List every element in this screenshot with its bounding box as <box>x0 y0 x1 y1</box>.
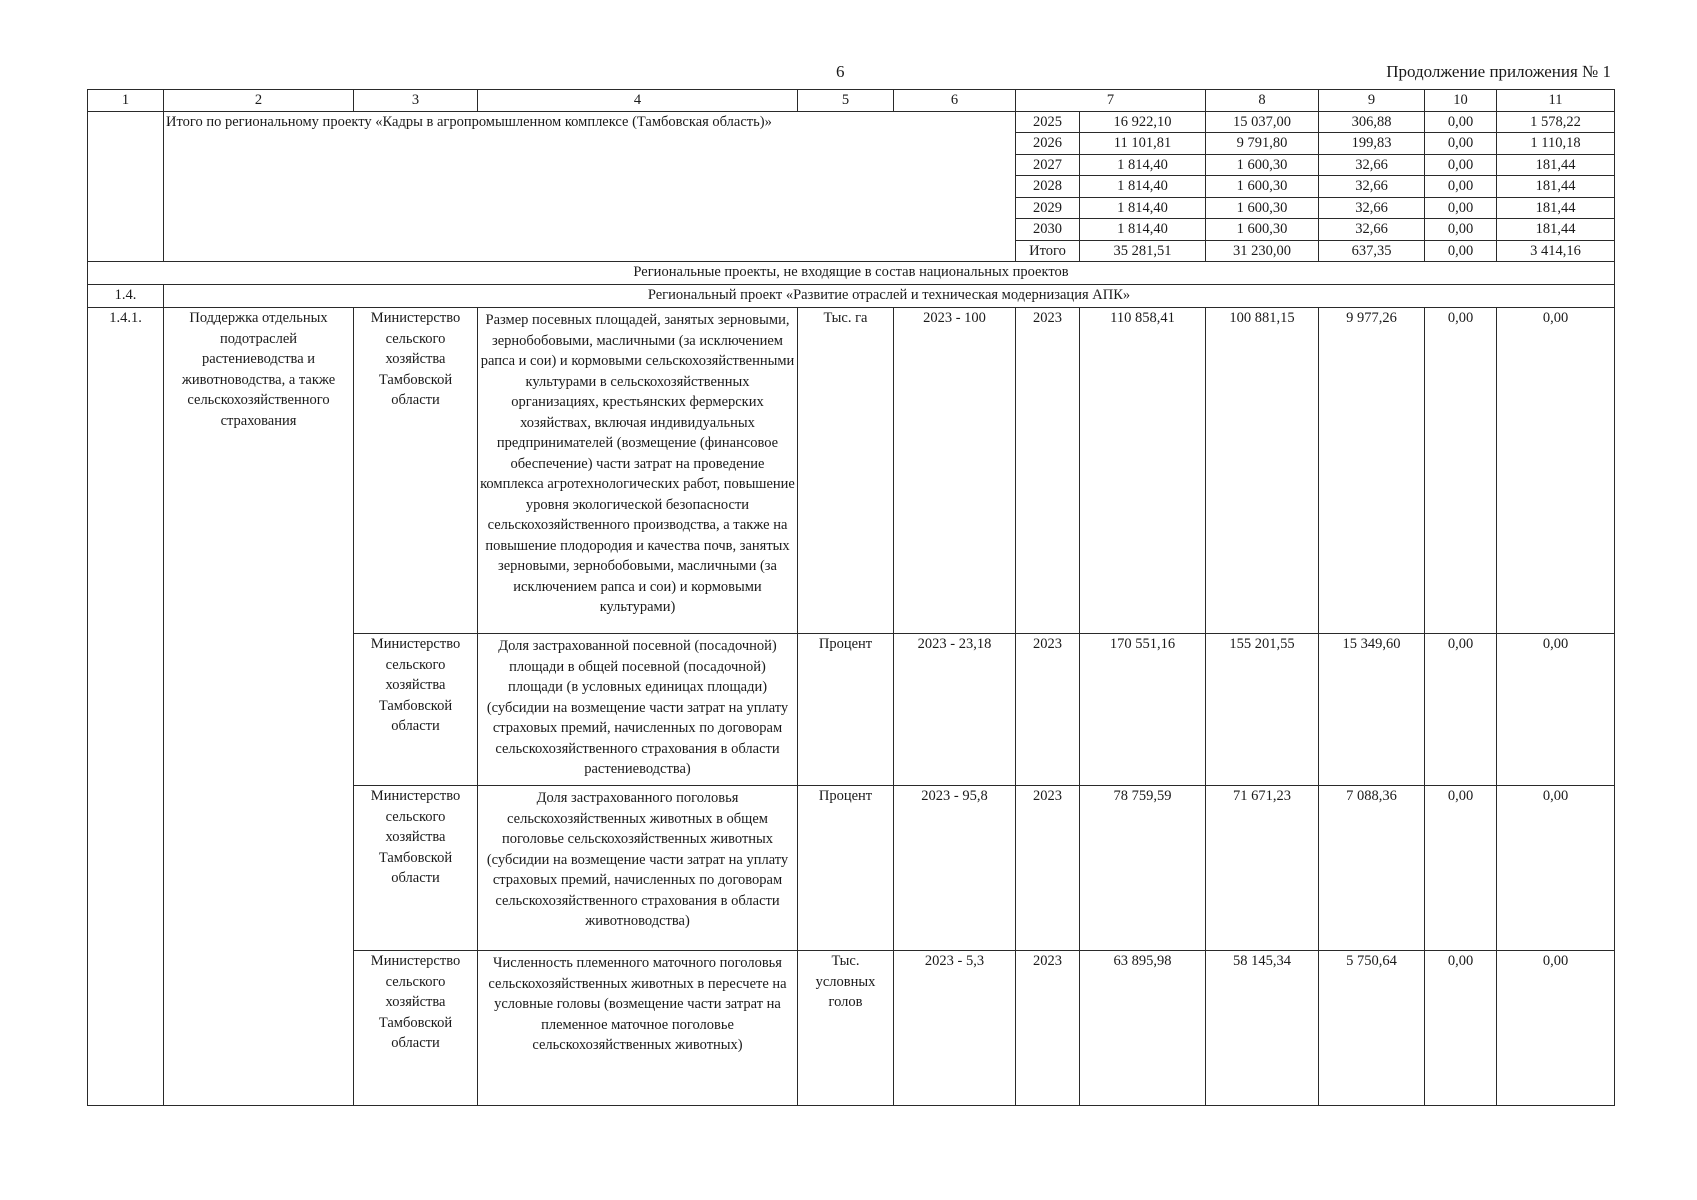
year: 2023 <box>1016 634 1080 786</box>
summary-total: 16 922,10 <box>1080 111 1206 133</box>
year: 2023 <box>1016 786 1080 951</box>
summary-federal: 1 600,30 <box>1206 197 1319 219</box>
amount-total: 63 895,98 <box>1080 951 1206 1106</box>
subsection-number: 1.4. <box>88 285 164 308</box>
summary-total: 11 101,81 <box>1080 133 1206 155</box>
section-title: Региональные проекты, не входящие в состав национальных проектов <box>88 262 1615 285</box>
summary-blank <box>88 111 164 262</box>
column-number: 8 <box>1206 90 1319 112</box>
amount-regional: 15 349,60 <box>1319 634 1425 786</box>
amount-local: 0,00 <box>1425 308 1497 634</box>
indicator-row <box>88 308 1615 634</box>
summary-other: 181,44 <box>1497 154 1615 176</box>
summary-total: 1 814,40 <box>1080 219 1206 241</box>
amount-other: 0,00 <box>1497 634 1615 786</box>
amount-other: 0,00 <box>1497 308 1615 634</box>
amount-federal: 100 881,15 <box>1206 308 1319 634</box>
summary-other: 181,44 <box>1497 197 1615 219</box>
summary-federal: 1 600,30 <box>1206 176 1319 198</box>
target-value: 2023 - 95,8 <box>894 786 1016 951</box>
summary-total: 35 281,51 <box>1080 240 1206 262</box>
indicator-text: Численность племенного маточного поголовья сельскохозяйственных животных в пересчете на условные головы (возмещение части затрат на племенное маточное поголовье сельскохозяйственных животных) <box>478 951 798 1106</box>
column-number: 2 <box>164 90 354 112</box>
summary-year: 2030 <box>1016 219 1080 241</box>
amount-regional: 7 088,36 <box>1319 786 1425 951</box>
item-number: 1.4.1. <box>88 308 164 1106</box>
summary-local: 0,00 <box>1425 154 1497 176</box>
column-number: 5 <box>798 90 894 112</box>
summary-label: Итого по региональному проекту «Кадры в агропромышленном комплексе (Тамбовская область)» <box>164 111 1016 262</box>
summary-federal: 15 037,00 <box>1206 111 1319 133</box>
summary-other: 1 578,22 <box>1497 111 1615 133</box>
summary-total: 1 814,40 <box>1080 197 1206 219</box>
summary-local: 0,00 <box>1425 176 1497 198</box>
target-value: 2023 - 23,18 <box>894 634 1016 786</box>
amount-federal: 58 145,34 <box>1206 951 1319 1106</box>
summary-regional: 199,83 <box>1319 133 1425 155</box>
summary-year: 2027 <box>1016 154 1080 176</box>
subsection-title: Региональный проект «Развитие отраслей и техническая модернизация АПК» <box>164 285 1615 308</box>
amount-other: 0,00 <box>1497 786 1615 951</box>
amount-regional: 9 977,26 <box>1319 308 1425 634</box>
summary-local: 0,00 <box>1425 197 1497 219</box>
continuation-title: Продолжение приложения № 1 <box>1386 62 1611 81</box>
budget-table <box>87 89 1615 1106</box>
column-number: 11 <box>1497 90 1615 112</box>
target-value: 2023 - 5,3 <box>894 951 1016 1106</box>
amount-federal: 71 671,23 <box>1206 786 1319 951</box>
summary-regional: 32,66 <box>1319 154 1425 176</box>
summary-other: 181,44 <box>1497 219 1615 241</box>
column-number: 7 <box>1016 90 1206 112</box>
summary-year: 2029 <box>1016 197 1080 219</box>
amount-local: 0,00 <box>1425 786 1497 951</box>
summary-regional: 306,88 <box>1319 111 1425 133</box>
summary-federal: 9 791,80 <box>1206 133 1319 155</box>
amount-total: 110 858,41 <box>1080 308 1206 634</box>
amount-regional: 5 750,64 <box>1319 951 1425 1106</box>
page-number: 6 <box>836 62 845 81</box>
column-number: 4 <box>478 90 798 112</box>
year: 2023 <box>1016 951 1080 1106</box>
indicator-text: Доля застрахованной посевной (посадочной) площади в общей посевной (посадочной) площади (в условных единицах площади) (субсидии на возмещение части затрат на уплату страховых премий, начисленных по договорам сельскохозяйственного страхования в области растениеводства) <box>478 634 798 786</box>
executor: Министерство сельского хозяйства Тамбовской области <box>354 786 478 951</box>
amount-total: 78 759,59 <box>1080 786 1206 951</box>
summary-local: 0,00 <box>1425 240 1497 262</box>
summary-federal: 1 600,30 <box>1206 219 1319 241</box>
summary-regional: 32,66 <box>1319 197 1425 219</box>
summary-other: 3 414,16 <box>1497 240 1615 262</box>
executor: Министерство сельского хозяйства Тамбовской области <box>354 634 478 786</box>
summary-total: 1 814,40 <box>1080 176 1206 198</box>
summary-year: 2026 <box>1016 133 1080 155</box>
column-number: 10 <box>1425 90 1497 112</box>
summary-local: 0,00 <box>1425 111 1497 133</box>
column-number-row <box>88 90 1615 112</box>
item-name: Поддержка отдельных подотраслей растениеводства и животноводства, а также сельскохозяйственного страхования <box>164 308 354 1106</box>
summary-other: 1 110,18 <box>1497 133 1615 155</box>
summary-year: Итого <box>1016 240 1080 262</box>
executor: Министерство сельского хозяйства Тамбовской области <box>354 308 478 634</box>
subsection-row <box>88 285 1615 308</box>
unit: Процент <box>798 634 894 786</box>
amount-local: 0,00 <box>1425 951 1497 1106</box>
unit: Процент <box>798 786 894 951</box>
executor: Министерство сельского хозяйства Тамбовской области <box>354 951 478 1106</box>
amount-local: 0,00 <box>1425 634 1497 786</box>
unit: Тыс. га <box>798 308 894 634</box>
summary-row <box>88 111 1615 133</box>
section-row <box>88 262 1615 285</box>
target-value: 2023 - 100 <box>894 308 1016 634</box>
column-number: 6 <box>894 90 1016 112</box>
year: 2023 <box>1016 308 1080 634</box>
summary-federal: 1 600,30 <box>1206 154 1319 176</box>
summary-total: 1 814,40 <box>1080 154 1206 176</box>
summary-regional: 32,66 <box>1319 219 1425 241</box>
summary-regional: 637,35 <box>1319 240 1425 262</box>
summary-federal: 31 230,00 <box>1206 240 1319 262</box>
column-number: 9 <box>1319 90 1425 112</box>
summary-other: 181,44 <box>1497 176 1615 198</box>
summary-local: 0,00 <box>1425 219 1497 241</box>
amount-total: 170 551,16 <box>1080 634 1206 786</box>
column-number: 1 <box>88 90 164 112</box>
amount-federal: 155 201,55 <box>1206 634 1319 786</box>
summary-year: 2025 <box>1016 111 1080 133</box>
summary-year: 2028 <box>1016 176 1080 198</box>
column-number: 3 <box>354 90 478 112</box>
amount-other: 0,00 <box>1497 951 1615 1106</box>
summary-local: 0,00 <box>1425 133 1497 155</box>
unit: Тыс. условных голов <box>798 951 894 1106</box>
indicator-text: Доля застрахованного поголовья сельскохозяйственных животных в общем поголовье сельскохозяйственных животных (субсидии на возмещение части затрат на уплату страховых премий, начисленных по договорам сельскохозяйственного страхования в области животноводства) <box>478 786 798 951</box>
summary-regional: 32,66 <box>1319 176 1425 198</box>
indicator-text: Размер посевных площадей, занятых зерновыми, зернобобовыми, масличными (за исключением рапса и сои) и кормовыми сельскохозяйственными культурами в сельскохозяйственных организациях, крестьянских фермерских хозяйствах, включая индивидуальных предпринимателей (возмещение (финансовое обеспечение) части затрат на проведение комплекса агротехнологических работ, повышение уровня экологической безопасности сельскохозяйственного производства, а также на повышение плодородия и качества почв, занятых зерновыми, зернобобовыми, масличными (за исключением рапса и сои) и кормовыми культурами) <box>478 308 798 634</box>
